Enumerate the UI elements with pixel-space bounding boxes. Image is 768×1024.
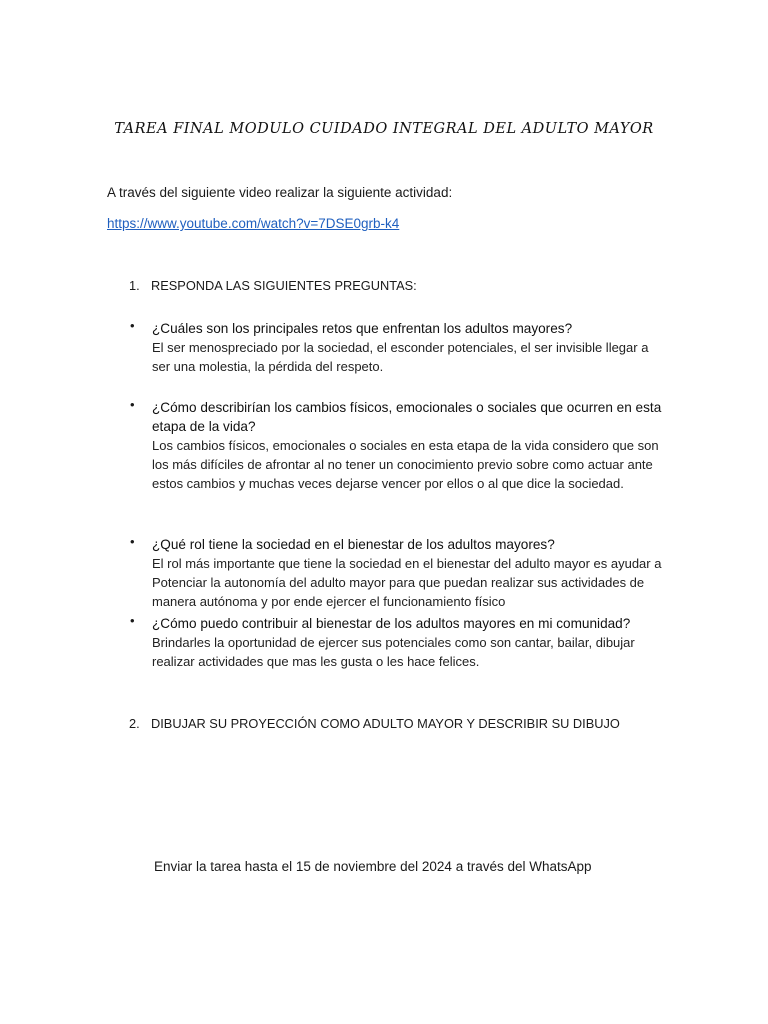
section-2-number: 2. (129, 716, 140, 731)
section-1-text: RESPONDA LAS SIGUIENTES PREGUNTAS: (151, 278, 417, 293)
question-item-1 (130, 319, 670, 376)
bullet-icon: • (130, 534, 135, 549)
intro-text: A través del siguiente video realizar la siguiente actividad: (107, 185, 453, 200)
bullet-icon: • (130, 397, 135, 412)
bullet-icon: • (130, 318, 135, 333)
bullet-icon: • (130, 613, 135, 628)
question-title: ¿Cómo puedo contribuir al bienestar de los adultos mayores en mi comunidad? (152, 616, 631, 631)
question-item-3 (130, 535, 670, 611)
question-item-4 (130, 614, 670, 671)
footer-note: Enviar la tarea hasta el 15 de noviembre del 2024 a través del WhatsApp (154, 859, 592, 874)
question-item-2 (130, 398, 670, 493)
question-answer: El rol más importante que tiene la sociedad en el bienestar del adulto mayor es ayudar a Potenciar la autonomía del adulto mayor para que puedan realizar sus actividades de manera autónoma y por ende ejercer el funcionamiento físico (152, 556, 662, 609)
question-answer: Los cambios físicos, emocionales o sociales en esta etapa de la vida considero que son los más difíciles de afrontar al no tener un conocimiento previo sobre como actuar ante estos cambios y muchas veces dejarse vencer por ellos o al que dice la sociedad. (152, 438, 659, 491)
question-title: ¿Cómo describirían los cambios físicos, emocionales o sociales que ocurren en esta etapa de la vida? (152, 400, 662, 434)
video-link[interactable]: https://www.youtube.com/watch?v=7DSE0grb-k4 (107, 216, 400, 231)
section-1 (129, 278, 417, 293)
section-1-number: 1. (129, 278, 140, 293)
question-answer: El ser menospreciado por la sociedad, el esconder potenciales, el ser invisible llegar a ser una molestia, la pérdida del respeto. (152, 340, 649, 374)
section-2 (129, 716, 620, 731)
question-title: ¿Qué rol tiene la sociedad en el bienestar de los adultos mayores? (152, 537, 555, 552)
section-2-text: DIBUJAR SU PROYECCIÓN COMO ADULTO MAYOR Y DESCRIBIR SU DIBUJO (151, 716, 620, 731)
question-title: ¿Cuáles son los principales retos que enfrentan los adultos mayores? (152, 321, 573, 336)
document-title: TAREA FINAL MODULO CUIDADO INTEGRAL DEL ADULTO MAYOR (114, 121, 654, 137)
question-answer: Brindarles la oportunidad de ejercer sus potenciales como son cantar, bailar, dibujar realizar actividades que mas les gusta o les hace felices. (152, 635, 635, 669)
